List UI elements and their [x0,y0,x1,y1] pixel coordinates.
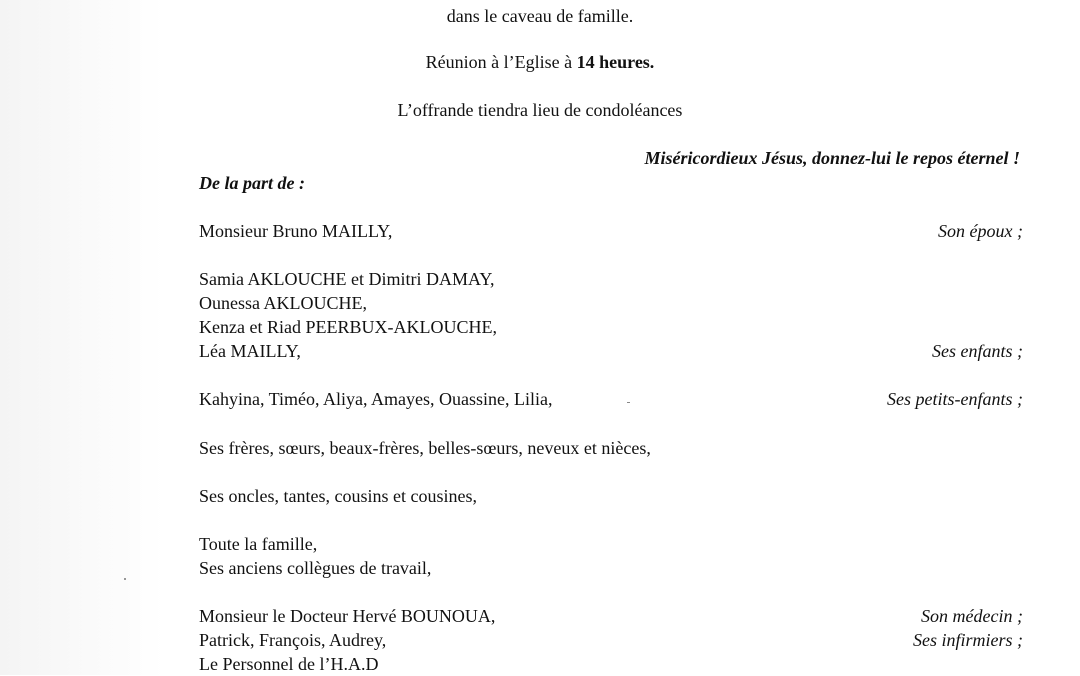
nurses-line: Patrick, François, Audrey, [199,630,387,650]
burial-line: dans le caveau de famille. [446,6,634,26]
prayer-line: Miséricordieux Jésus, donnez-lui le repos éternel ! [644,148,1020,168]
child-4: Léa MAILLY, [199,341,301,361]
child-3: Kenza et Riad PEERBUX-AKLOUCHE, [199,317,497,337]
nurses-role: Ses infirmiers ; [913,630,1023,650]
spouse-name: Monsieur Bruno MAILLY, [199,221,393,241]
doctor-line: Monsieur le Docteur Hervé BOUNOUA, [199,606,496,626]
child-1: Samia AKLOUCHE et Dimitri DAMAY, [199,269,495,289]
siblings-line: Ses frères, sœurs, beaux-frères, belles-sœurs, neveux et nièces, [199,438,651,458]
family-line: Toute la famille, [199,534,318,554]
uncles-line: Ses oncles, tantes, cousins et cousines, [199,486,477,506]
doctor-role: Son médecin ; [921,606,1023,626]
scan-dot [124,578,126,580]
grandchildren-role: Ses petits-enfants ; [887,389,1023,409]
grandchildren: Kahyina, Timéo, Aliya, Amayes, Ouassine, Lilia, [199,389,553,409]
from-label: De la part de : [199,173,305,193]
reunion-time: 14 heures. [576,52,655,72]
colleagues-line: Ses anciens collègues de travail, [199,558,432,578]
spouse-role: Son époux ; [938,221,1023,241]
staff-line: Le Personnel de l’H.A.D [199,654,379,674]
reunion-line [0,50,1080,74]
reunion-prefix: Réunion à l’Eglise à [425,52,577,72]
children-role: Ses enfants ; [932,341,1023,361]
scan-speck [627,402,630,403]
child-2: Ounessa AKLOUCHE, [199,293,367,313]
offrande-line: L’offrande tiendra lieu de condoléances [397,100,683,120]
